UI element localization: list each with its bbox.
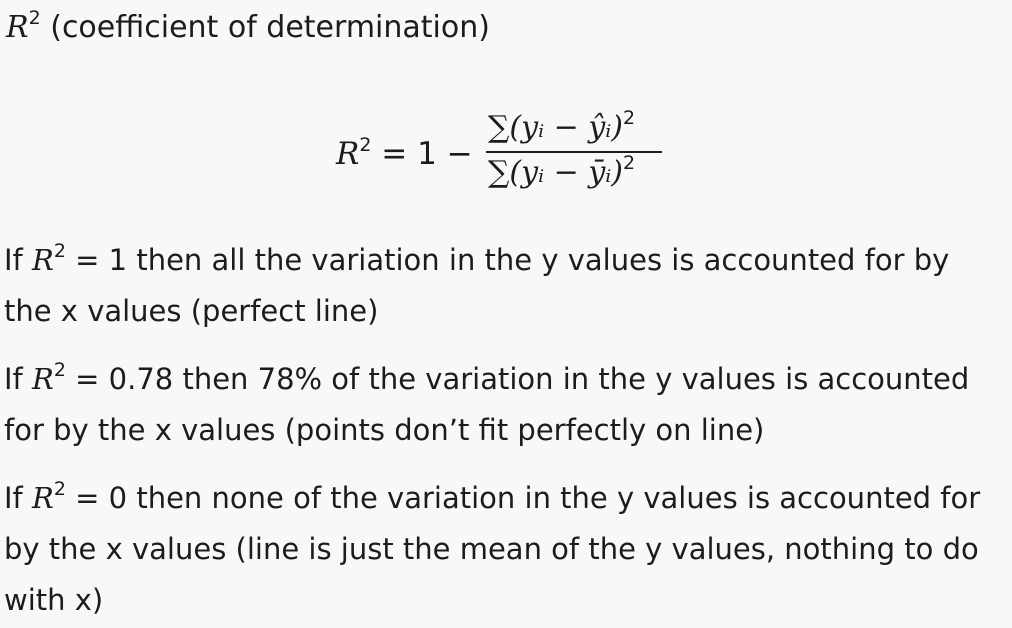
paragraph-prefix: If xyxy=(4,243,23,277)
denominator-exponent: 2 xyxy=(623,152,636,174)
paragraph-prefix: If xyxy=(4,481,23,515)
paragraph-text: = 0.78 then 78% of the variation in the y values is accounted for by the x values (points don’t fit perfectly on line) xyxy=(4,362,970,447)
heading-exponent: 2 xyxy=(28,7,41,29)
paragraph-prefix: If xyxy=(4,362,23,396)
r-squared-formula xyxy=(336,108,676,208)
heading-text: (coefficient of determination) xyxy=(50,10,490,45)
formula-lhs xyxy=(336,134,473,174)
paragraph-text: = 0 then none of the variation in the y values is accounted for by the x values (line is just the mean of the y values, nothing to do with x) xyxy=(4,481,981,617)
paragraph-exponent: 2 xyxy=(53,359,66,381)
formula-lhs-exponent: 2 xyxy=(359,134,372,156)
paragraph-r-symbol: R xyxy=(31,362,54,396)
paragraph-exponent: 2 xyxy=(53,240,66,262)
slide-heading xyxy=(6,8,490,48)
paragraph-perfect-fit xyxy=(4,235,1004,337)
formula-fraction xyxy=(486,108,666,193)
numerator-expression: ∑(yᵢ − ŷᵢ) xyxy=(488,110,623,145)
paragraph-text: = 1 then all the variation in the y values is accounted for by the x values (perfect line) xyxy=(4,243,950,328)
formula-r-symbol: R xyxy=(336,136,360,172)
heading-r-symbol: R xyxy=(6,10,29,45)
formula-numerator xyxy=(486,108,666,148)
paragraph-r-symbol: R xyxy=(31,481,54,515)
paragraph-exponent: 2 xyxy=(53,478,66,500)
formula-lhs-rest: = 1 − xyxy=(381,136,473,172)
paragraph-r-symbol: R xyxy=(31,243,54,277)
formula-denominator xyxy=(486,153,666,193)
denominator-expression: ∑(yᵢ − ȳᵢ) xyxy=(488,155,623,190)
paragraph-no-fit xyxy=(4,473,1004,626)
numerator-exponent: 2 xyxy=(623,107,636,129)
paragraph-partial-fit xyxy=(4,354,1004,456)
